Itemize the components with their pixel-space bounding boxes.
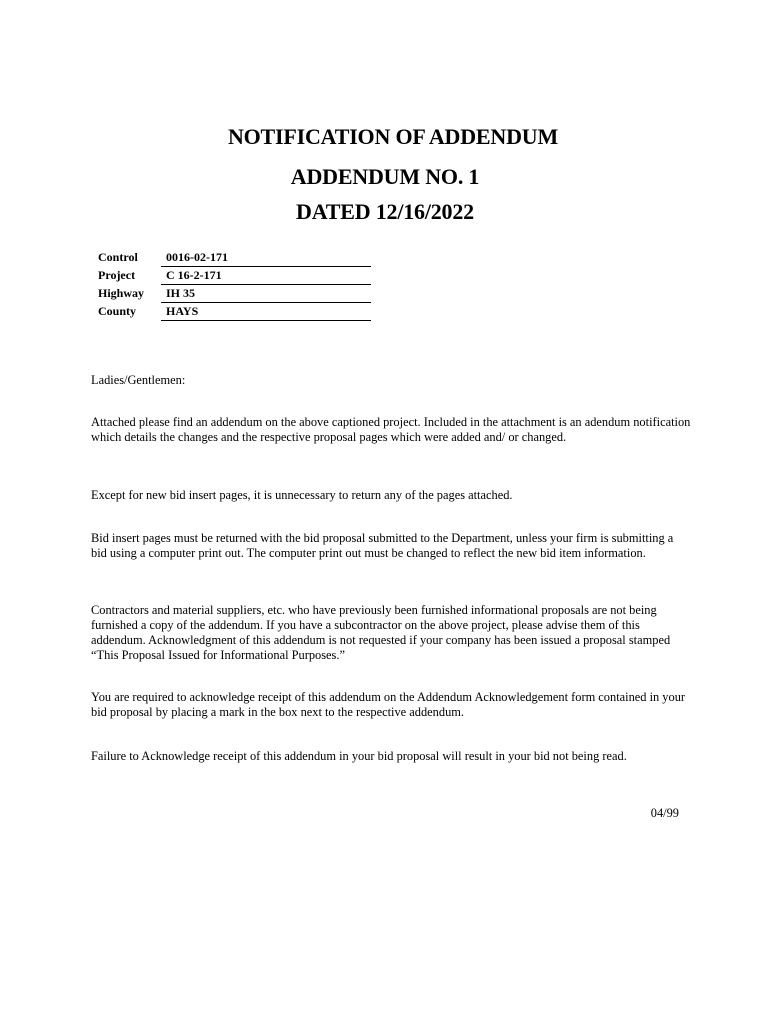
info-row-control	[98, 249, 371, 267]
underline	[161, 320, 371, 321]
info-value: IH 35	[166, 286, 196, 300]
form-code: 04/99	[650, 806, 679, 820]
info-label: County	[98, 304, 137, 318]
info-label: Control	[98, 250, 138, 264]
paragraph-contractors: Contractors and material suppliers, etc. who have previously been furnished informational proposals are not being furnished a copy of the addendum. If you have a subcontractor on the above project, please advise them of this addendum. Acknowledgment of this addendum is not requested if your company has been issued a proposal stamped “This Proposal Issued for Informational Purposes.”	[91, 603, 671, 662]
paragraph-bid-insert: Bid insert pages must be returned with the bid proposal submitted to the Department, unless your firm is submitting a bid using a computer print out. The computer print out must be changed to reflect the new bid item information.	[91, 531, 674, 560]
paragraph-acknowledge: You are required to acknowledge receipt of this addendum on the Addendum Acknowledgement form contained in your bid proposal by placing a mark in the box next to the respective addendum.	[91, 690, 686, 719]
info-row-county	[98, 303, 371, 321]
paragraph-failure: Failure to Acknowledge receipt of this addendum in your bid proposal will result in your bid not being read.	[91, 749, 627, 763]
paragraph-return-pages: Except for new bid insert pages, it is unnecessary to return any of the pages attached.	[91, 488, 513, 502]
info-label: Highway	[98, 286, 145, 300]
project-info-table	[98, 249, 371, 321]
greeting: Ladies/Gentlemen:	[91, 373, 186, 387]
info-label: Project	[98, 268, 136, 282]
info-value: 0016-02-171	[166, 250, 228, 264]
info-row-highway	[98, 285, 371, 303]
info-value: HAYS	[166, 304, 199, 318]
paragraph-attachment: Attached please find an addendum on the above captioned project. Included in the attachment is an adendum notification which details the changes and the respective proposal pages which were added and/ or changed.	[91, 415, 691, 444]
info-row-project	[98, 267, 371, 285]
addendum-date: DATED 12/16/2022	[296, 199, 474, 224]
addendum-number: ADDENDUM NO. 1	[290, 164, 480, 189]
document-title: NOTIFICATION OF ADDENDUM	[227, 124, 559, 149]
info-value: C 16-2-171	[166, 268, 222, 282]
